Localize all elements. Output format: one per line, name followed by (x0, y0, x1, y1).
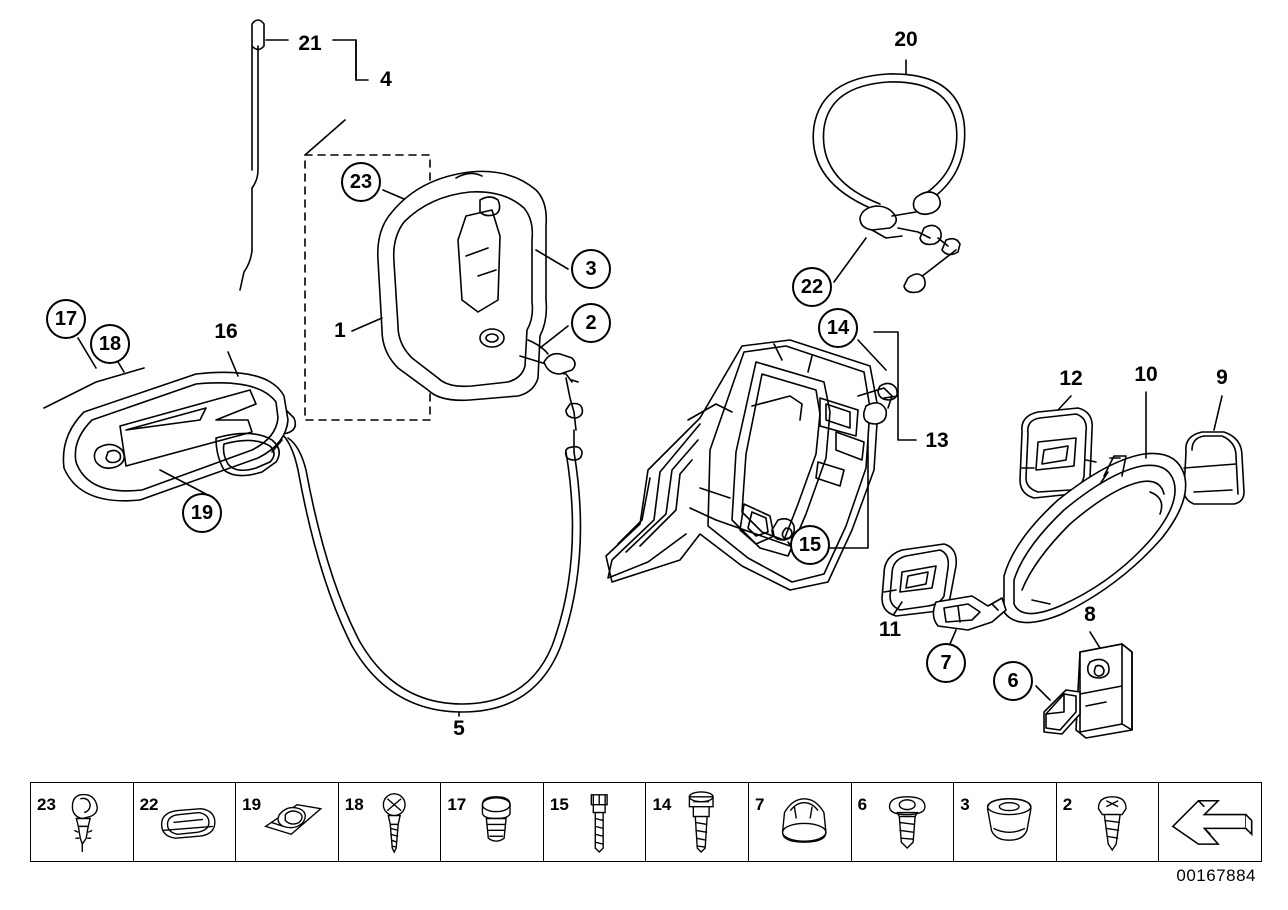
legend-strip (30, 782, 1262, 862)
legend-item-14 (646, 783, 749, 861)
expanding-rivet-icon (31, 783, 133, 862)
legend-number-22: 22 (139, 795, 159, 814)
legend-number-2: 2 (1062, 795, 1073, 814)
callout-leader-12 (1058, 396, 1071, 410)
callout-2: 2 (571, 303, 611, 343)
part-1-door-lock-module (378, 171, 583, 460)
callout-22: 22 (792, 267, 832, 307)
flange-screw-icon (852, 783, 954, 862)
legend-number-23: 23 (37, 795, 56, 814)
legend-number-14: 14 (652, 795, 672, 814)
legend-item-19 (236, 783, 339, 861)
callout-20: 20 (894, 28, 918, 51)
callout-11: 11 (878, 618, 902, 641)
callout-15: 15 (790, 525, 830, 565)
legend-item-direction (1159, 783, 1261, 861)
callout-leader-9 (1214, 396, 1222, 430)
callout-leader-6 (1036, 686, 1050, 700)
callout-leader-22 (834, 238, 866, 282)
diagram-part-number: 00167884 (1176, 866, 1256, 885)
legend-item-22 (134, 783, 237, 861)
oval-grommet-icon (134, 783, 236, 862)
grommet-icon (954, 783, 1056, 862)
callout-16: 16 (214, 320, 238, 343)
callout-8: 8 (1084, 603, 1096, 626)
legend-number-7: 7 (755, 795, 765, 814)
legend-item-7 (749, 783, 852, 861)
part-21-lock-rod (240, 20, 264, 290)
part-8-mounting-bracket (1044, 644, 1132, 738)
callout-5: 5 (453, 717, 465, 740)
rubber-plug-icon (749, 783, 851, 862)
callout-6: 6 (993, 661, 1033, 701)
pan-head-screw-icon (1057, 783, 1159, 862)
callout-leader-1 (352, 318, 382, 331)
part-7-handle-seal (933, 596, 1006, 630)
callout-leader-7 (950, 630, 956, 644)
callout-10: 10 (1134, 363, 1158, 386)
part-9-handle-end-cap (1184, 432, 1244, 504)
legend-number-6: 6 (857, 795, 868, 814)
self-tapping-screw-icon (339, 783, 441, 862)
callout-17: 17 (46, 299, 86, 339)
callout-12: 12 (1059, 367, 1083, 390)
legend-number-15: 15 (549, 795, 569, 814)
callout-3: 3 (571, 249, 611, 289)
legend-number-17: 17 (447, 795, 467, 814)
callout-1: 1 (334, 319, 346, 342)
direction-arrow-icon (1159, 783, 1261, 862)
callout-23: 23 (341, 162, 381, 202)
callout-7: 7 (926, 643, 966, 683)
shoulder-bolt-icon (646, 783, 748, 862)
part-13-lock-carrier-assembly (606, 340, 897, 590)
callout-leader-8 (1090, 632, 1100, 648)
legend-item-15 (544, 783, 647, 861)
legend-item-2 (1057, 783, 1160, 861)
legend-number-18: 18 (344, 795, 364, 814)
legend-item-6 (852, 783, 955, 861)
part-16-inner-handle-carrier (63, 372, 288, 501)
legend-number-3: 3 (960, 795, 970, 814)
callout-19: 19 (182, 493, 222, 533)
legend-item-18 (339, 783, 442, 861)
callout-14: 14 (818, 308, 858, 348)
legend-item-17 (441, 783, 544, 861)
stud-bolt-icon (441, 783, 543, 862)
legend-item-3 (954, 783, 1057, 861)
callout-9: 9 (1216, 366, 1228, 389)
clip-plate-icon (236, 783, 338, 862)
legend-number-19: 19 (242, 795, 262, 814)
callout-21: 21 (298, 32, 322, 55)
legend-item-23 (31, 783, 134, 861)
callout-leader-2 (540, 326, 568, 348)
long-screw-icon (544, 783, 646, 862)
callout-13: 13 (925, 429, 949, 452)
callout-18: 18 (90, 324, 130, 364)
callout-4: 4 (380, 68, 392, 91)
part-20-release-cable (813, 74, 964, 292)
part-5-bowden-cable (268, 407, 580, 712)
